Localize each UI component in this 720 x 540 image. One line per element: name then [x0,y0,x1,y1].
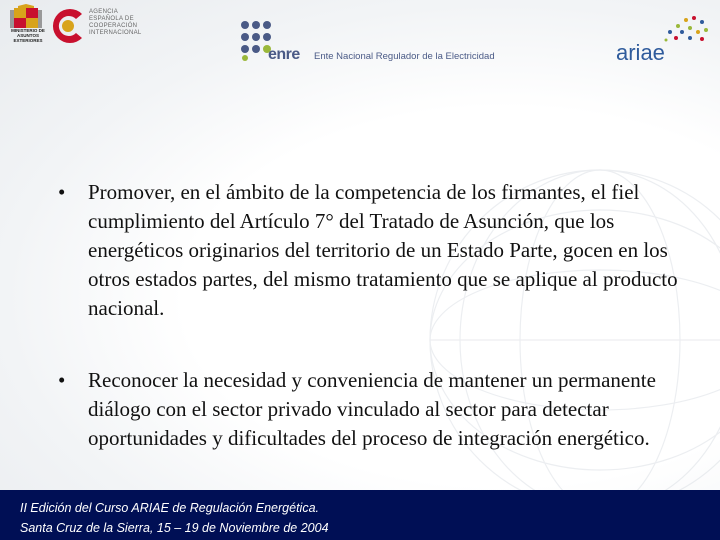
footer-course-title: II Edición del Curso ARIAE de Regulación Energética. [20,501,320,515]
ariae-dots-icon [660,12,710,44]
enre-wordmark: enre [268,46,300,63]
ariae-wordmark: ariae [616,40,665,65]
aecid-logo-icon [48,6,86,46]
slide-content [58,178,678,453]
bullet-item [58,366,678,453]
footer-location-date: Santa Cruz de la Sierra, 15 – 19 de Noviembre de 2004 [20,521,329,535]
enre-full-name: Ente Nacional Regulador de la Electricidad [314,51,495,62]
aecid-text: AGENCIA ESPAÑOLA DE COOPERACIÓN INTERNACIONAL [89,9,142,36]
ministerio-text: MINISTERIO DE ASUNTOS EXTERIORES [11,28,45,43]
bullet-symbol: • [58,368,66,392]
bullet-symbol: • [58,180,66,204]
header-logos [0,0,720,80]
bullet-item [58,178,678,323]
footer-bar [0,490,720,540]
bullet-text: Reconocer la necesidad y conveniencia de mantener un permanente diálogo con el sector privado vinculado al sector para detectar oportunidades y dificultades del proceso de integración energético. [88,368,656,450]
bullet-text: Promover, en el ámbito de la competencia de los firmantes, el fiel cumplimiento del Artículo 7° del Tratado de Asunción, que los energéticos originarios del territorio de un Estado Parte, gocen en los otros estados partes, del mismo tratamiento que se aplique al producto nacional. [88,180,678,320]
